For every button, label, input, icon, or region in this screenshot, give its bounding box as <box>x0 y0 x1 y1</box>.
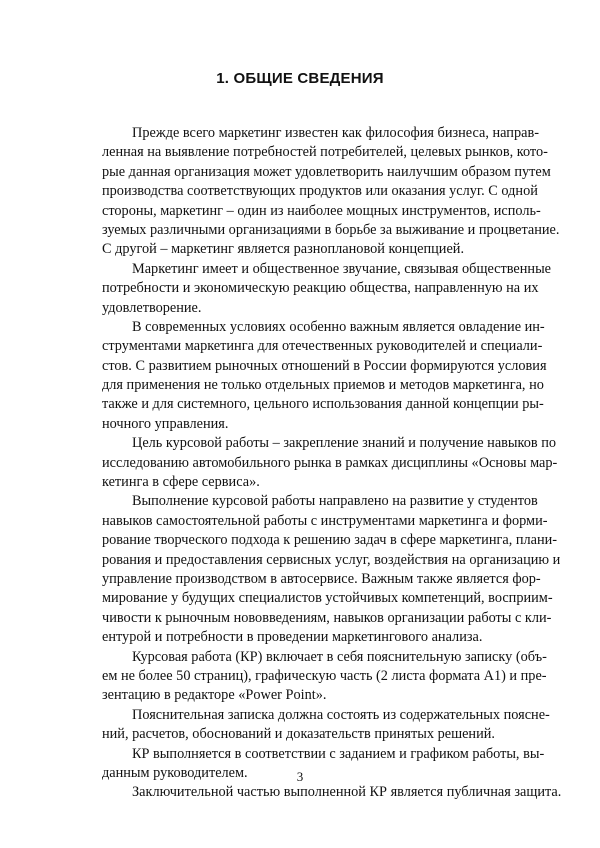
paragraph-line: для применения не только отдельных приемов и методов маркетинга, но <box>102 377 544 394</box>
paragraph-line: Цель курсовой работы – закрепление знаний и получение навыков по <box>132 435 557 452</box>
paragraph-line: кетинга в сфере сервиса». <box>102 474 260 491</box>
paragraph-line: исследованию автомобильного рынка в рамках дисциплины «Основы мар- <box>102 454 558 471</box>
paragraph-line: также и для системного, цельного использования данной концепции ры- <box>102 396 544 413</box>
paragraph <box>102 318 547 434</box>
paragraph-line: ентурой и потребности в проведении маркетингового анализа. <box>102 629 483 646</box>
paragraph-line: ний, расчетов, обоснований и доказательств принятых решений. <box>102 726 495 743</box>
paragraph-line: Курсовая работа (КР) включает в себя пояснительную записку (объ- <box>132 648 547 665</box>
paragraph <box>102 124 560 260</box>
paragraph-line: ем не более 50 страниц), графическую часть (2 листа формата А1) и пре- <box>102 667 547 684</box>
paragraph-line: Выполнение курсовой работы направлено на развитие у студентов <box>132 493 538 510</box>
paragraph-line: рые данная организация может удовлетворить наилучшим образом путем <box>102 163 551 180</box>
paragraph <box>102 783 562 802</box>
paragraph-line: чивости к рыночным нововведениям, навыков организации работы с кли- <box>102 609 552 626</box>
paragraph-line: зуемых различными организациями в борьбе за выживание и процветание. <box>102 221 560 238</box>
paragraph <box>102 434 558 492</box>
paragraph-line: С другой – маркетинг является разноплановой концепцией. <box>102 241 465 258</box>
paragraph <box>102 706 550 745</box>
body-text <box>102 124 562 803</box>
paragraph-line: ночного управления. <box>102 415 229 432</box>
paragraph-line: производства соответствующих продуктов или оказания услуг. С одной <box>102 183 538 200</box>
paragraph-line: потребности и экономическую реакцию общества, направленную на их <box>102 280 539 297</box>
paragraph <box>102 492 561 647</box>
paragraph-line: стороны, маркетинг – один из наиболее мощных инструментов, исполь- <box>102 202 541 219</box>
paragraph-line: Заключительной частью выполненной КР является публичная защита. <box>132 784 562 801</box>
page-number: 3 <box>296 769 304 784</box>
paragraph-line: управление производством в автосервисе. Важным также является фор- <box>102 570 541 587</box>
paragraph-line: рования и предоставления сервисных услуг, воздействия на организацию и <box>102 551 561 568</box>
paragraph-line: Маркетинг имеет и общественное звучание, связывая общественные <box>132 260 552 277</box>
paragraph-line: КР выполняется в соответствии с заданием и графиком работы, вы- <box>132 745 545 762</box>
paragraph-line: данным руководителем. <box>102 764 248 781</box>
paragraph-line: ленная на выявление потребностей потребителей, целевых рынков, кото- <box>102 144 548 161</box>
paragraph-line: В современных условиях особенно важным является овладение ин- <box>132 318 545 335</box>
paragraph-line: мирование у будущих специалистов устойчивых компетенций, восприим- <box>102 590 553 607</box>
paragraph-line: Пояснительная записка должна состоять из содержательных пояснe- <box>132 706 550 723</box>
paragraph-line: удовлетворение. <box>102 299 202 316</box>
section-heading: 1. ОБЩИЕ СВЕДЕНИЯ <box>216 70 384 87</box>
paragraph <box>102 648 547 706</box>
paragraph-line: Прежде всего маркетинг известен как философия бизнеса, направ- <box>132 125 539 141</box>
paragraph-line: струментами маркетинга для отечественных руководителей и специали- <box>102 338 543 355</box>
paragraph-line: навыков самостоятельной работы с инструментами маркетинга и форми- <box>102 512 548 529</box>
paragraph-line: зентацию в редакторе «Power Point». <box>102 687 327 704</box>
paragraph <box>102 260 552 318</box>
paragraph-line: рование творческого подхода к решению задач в сфере маркетинга, плани- <box>102 532 558 549</box>
paragraph-line: стов. С развитием рыночных отношений в России формируются условия <box>102 357 547 374</box>
